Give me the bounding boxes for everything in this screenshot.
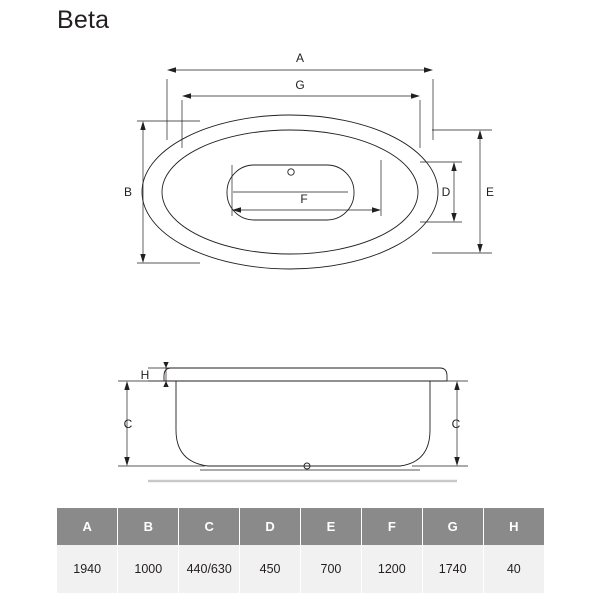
table-header-h: H <box>483 508 544 545</box>
dimensions-table <box>57 508 544 593</box>
table-header-row <box>57 508 544 545</box>
table-row <box>57 545 544 593</box>
tub-rim-left-edge <box>164 368 171 381</box>
table-header-e: E <box>301 508 362 545</box>
table-cell-g: 1740 <box>422 545 483 593</box>
table-header-a: A <box>57 508 118 545</box>
table-header-g: G <box>422 508 483 545</box>
table-cell-f: 1200 <box>361 545 422 593</box>
dim-label-a: A <box>295 51 305 65</box>
dim-label-h: H <box>140 368 150 382</box>
table-cell-d: 450 <box>240 545 301 593</box>
dim-c-right-arrow-bottom <box>454 457 459 466</box>
tub-body-left <box>176 381 430 466</box>
table-cell-a: 1940 <box>57 545 118 593</box>
dim-c-left-arrow-top <box>124 381 129 390</box>
table-cell-c: 440/630 <box>179 545 240 593</box>
table-header-f: F <box>361 508 422 545</box>
table-header-b: B <box>118 508 179 545</box>
table-cell-b: 1000 <box>118 545 179 593</box>
dim-c-left-arrow-bottom <box>124 457 129 466</box>
dim-c-right-arrow-top <box>454 381 459 390</box>
table-header-c: C <box>179 508 240 545</box>
dim-label-f: F <box>300 192 308 206</box>
table-cell-e: 700 <box>301 545 362 593</box>
dim-label-d: D <box>441 185 451 199</box>
table-header-d: D <box>240 508 301 545</box>
dim-label-b: B <box>123 185 133 199</box>
tub-rim-right-edge <box>440 368 447 381</box>
dim-label-c-left: C <box>123 417 133 431</box>
dim-h-arrow-bottom <box>163 381 168 387</box>
page-title: Beta <box>57 6 110 34</box>
dim-label-c-right: C <box>451 417 461 431</box>
dim-label-e: E <box>485 185 495 199</box>
dim-label-g: G <box>295 78 305 92</box>
dim-h-arrow-top <box>163 362 168 368</box>
table-cell-h: 40 <box>483 545 544 593</box>
